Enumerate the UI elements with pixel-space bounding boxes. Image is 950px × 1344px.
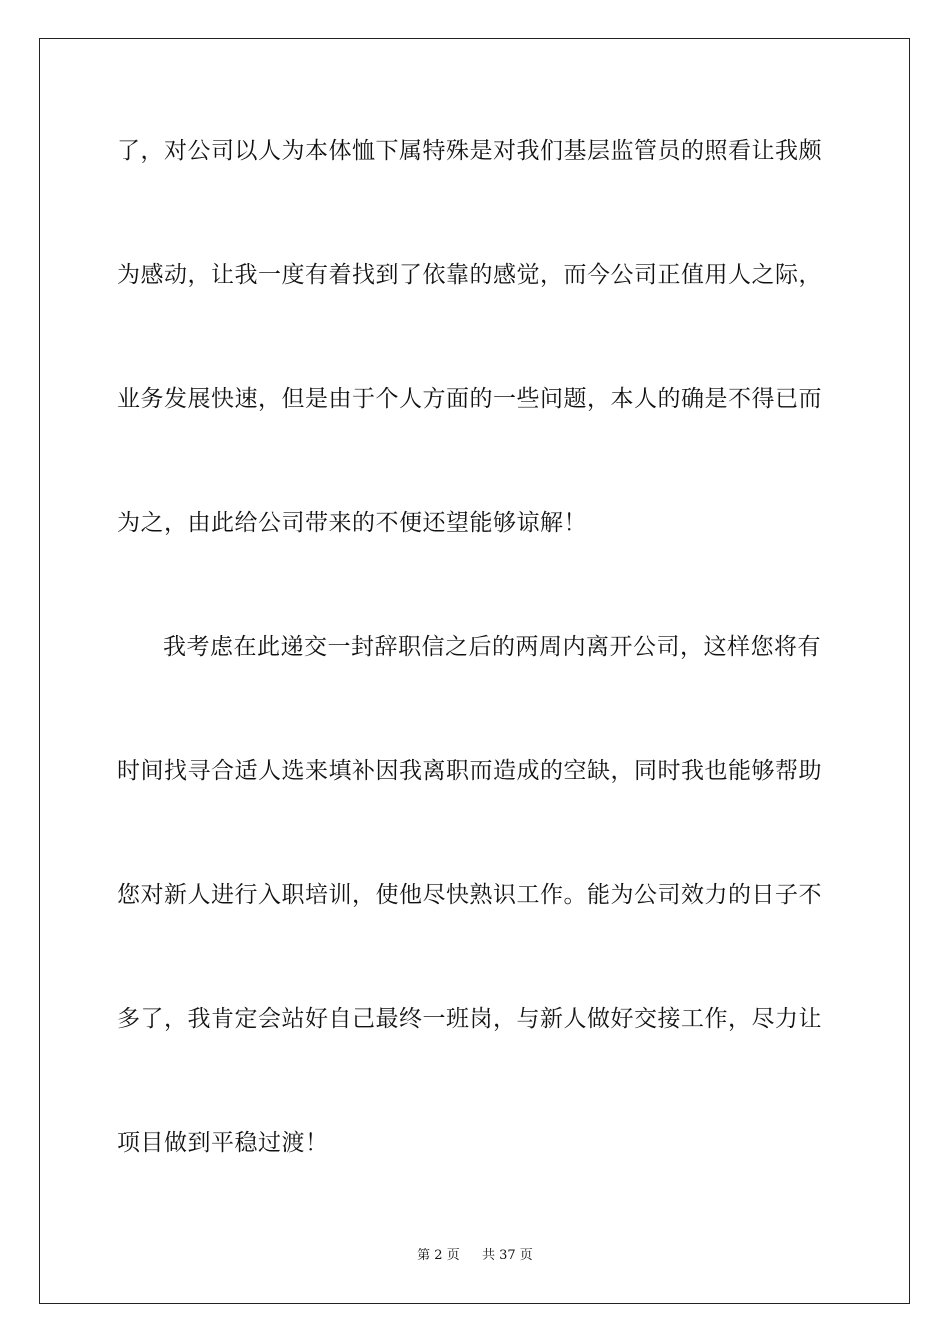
paragraph-line: 时间找寻合适人选来填补因我离职而造成的空缺，同时我也能够帮助 xyxy=(117,758,822,784)
paragraph-line: 项目做到平稳过渡！ xyxy=(117,1130,329,1156)
page-border xyxy=(39,38,910,1304)
paragraph-line: 您对新人进行入职培训，使他尽快熟识工作。能为公司效力的日子不 xyxy=(117,882,822,908)
page-number: 第 2 页 xyxy=(417,1248,460,1263)
paragraph-line: 为感动，让我一度有着找到了依靠的感觉，而今公司正值用人之际， xyxy=(117,262,822,288)
paragraph-line: 我考虑在此递交一封辞职信之后的两周内离开公司，这样您将有 xyxy=(163,634,821,660)
paragraph-line: 了，对公司以人为本体恤下属特殊是对我们基层监管员的照看让我颇 xyxy=(117,138,822,164)
paragraph-line: 业务发展快速，但是由于个人方面的一些问题，本人的确是不得已而 xyxy=(117,386,822,412)
paragraph-line: 多了，我肯定会站好自己最终一班岗，与新人做好交接工作，尽力让 xyxy=(117,1006,822,1032)
page-total: 共 37 页 xyxy=(482,1248,533,1263)
page-footer xyxy=(0,1247,950,1265)
paragraph-line: 为之，由此给公司带来的不便还望能够谅解！ xyxy=(117,510,587,536)
